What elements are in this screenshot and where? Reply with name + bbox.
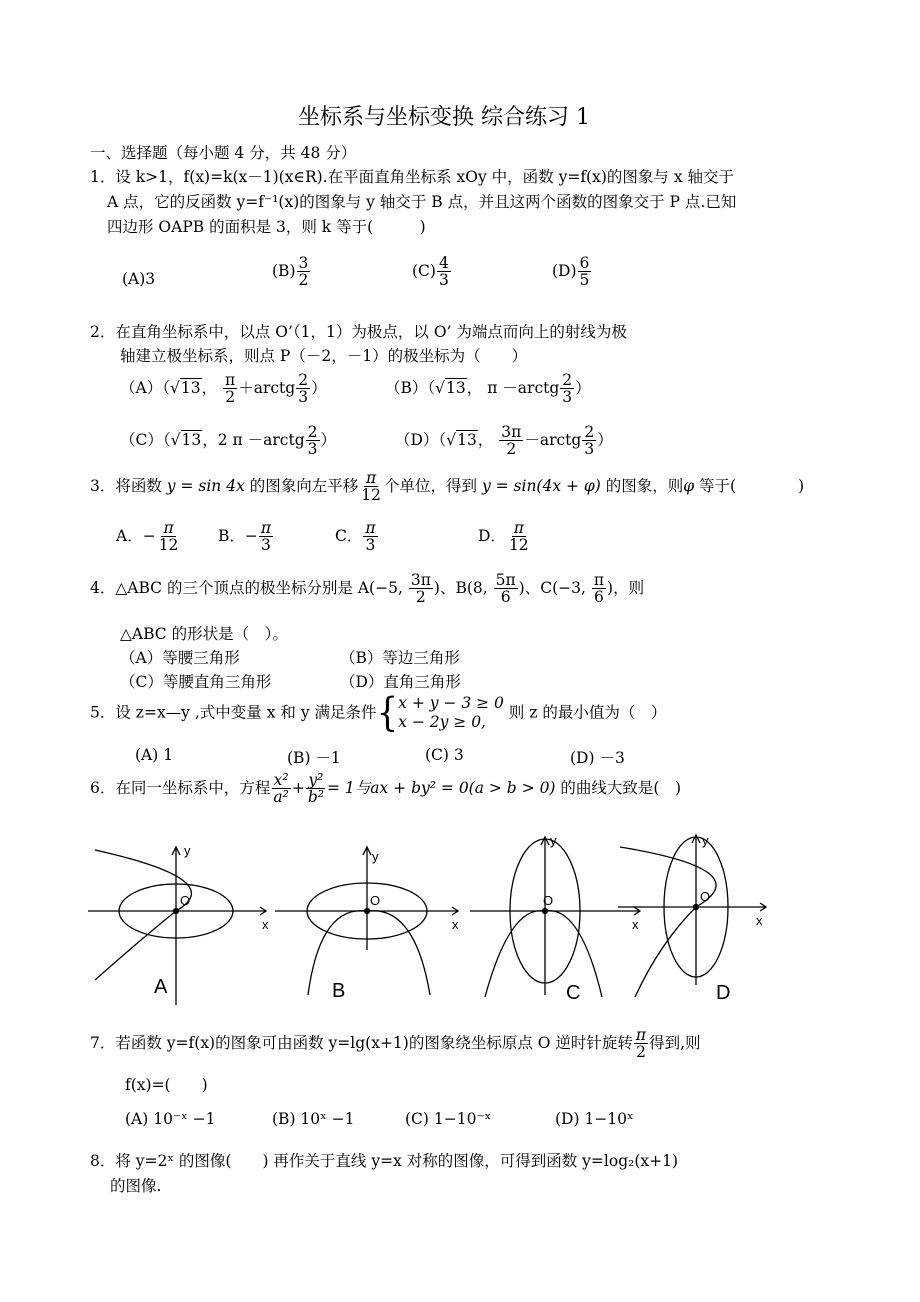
graph-b-parabola	[308, 911, 430, 995]
q2-option-d: （D）（√13， $\frac{3\pi}{2}$ －arctg $\frac{2}{3}$ ）	[395, 423, 613, 459]
q1-option-b: (B) $\frac{3}{2}$	[272, 254, 309, 290]
graph-b-o: O	[370, 893, 381, 908]
q4-option-d: （D）直角三角形	[340, 673, 461, 691]
q4-stem: 4．△ABC 的三个顶点的极坐标分别是 A(−5, $\frac{3\pi}{2}$ )、B(8, $\frac{5\pi}{6}$ )、C(−3, $\frac{\pi}{6}$ )，则	[90, 571, 645, 607]
q1-line1: 1．设 k>1，f(x)=k(x－1)(x∈R).在平面直角坐标系 xOy 中，函数 y=f(x)的图象与 x 轴交于	[90, 168, 734, 186]
q4-option-b: （B）等边三角形	[340, 649, 460, 667]
q2-line2: 轴建立极坐标系，则点 P（－2，－1）的极坐标为（ ）	[120, 347, 528, 365]
q7-option-d: (D) 1−10ˣ	[555, 1110, 634, 1128]
q7-line1: 7．若函数 y=f(x)的图象可由函数 y=lg(x+1)的图象绕坐标原点 O 逆时针旋转 $\frac{\pi}{2}$ 得到,则	[90, 1026, 701, 1062]
graph-d-x-label: x	[756, 913, 763, 928]
graph-c-parabola	[485, 911, 602, 997]
graph-a-origin-dot	[174, 909, 179, 914]
q4-option-a: （A）等腰三角形	[120, 649, 240, 667]
graph-a-x-label: x	[262, 917, 269, 932]
graph-b-label: B	[332, 980, 346, 1002]
q1-option-a: (A)3	[122, 270, 156, 288]
graph-d	[618, 833, 766, 1004]
graph-a-y-label: y	[184, 843, 191, 858]
q4-option-c: （C）等腰直角三角形	[120, 673, 272, 691]
q8-line2: 的图像.	[110, 1177, 162, 1195]
q7-option-c: (C) 1−10⁻ˣ	[405, 1110, 492, 1128]
graph-a-o: O	[180, 893, 191, 908]
q3-option-c: C． $\frac{\pi}{3}$	[335, 519, 376, 555]
q2-option-a: （A）（√13， $\frac{\pi}{2}$ ＋arctg $\frac{2}{3}$ ）	[120, 371, 327, 407]
q5-option-d: (D) －3	[570, 749, 625, 767]
graph-c-x-label: x	[632, 917, 639, 932]
graph-c-origin-dot	[543, 909, 548, 914]
graph-d-y-label: y	[702, 833, 709, 848]
q1-line3: 四边形 OAPB 的面积是 3，则 k 等于( )	[107, 218, 426, 236]
q3-option-b: B．− $\frac{\pi}{3}$	[218, 519, 272, 555]
section-heading: 一、选择题（每小题 4 分，共 48 分）	[90, 144, 357, 162]
graph-c-label: C	[566, 982, 581, 1004]
q6-stem: 6．在同一坐标系中，方程 $\frac{\text{x²}}{\text{a²}}$ + $\frac{\text{y²}}{\text{b²}}$ = 1与ax + by² = 0(a > b > 0) 的曲线大致是( )	[90, 771, 682, 807]
graph-b-x-label: x	[452, 917, 459, 932]
q5-option-b: (B) －1	[287, 749, 341, 767]
graph-d-label: D	[716, 982, 731, 1004]
q5-option-a: (A) 1	[135, 746, 174, 764]
q8-line1: 8．将 y=2ˣ 的图像( ) 再作关于直线 y=x 对称的图像，可得到函数 y=log₂(x+1)	[90, 1152, 679, 1170]
graph-c-y-label: y	[550, 833, 557, 848]
q1-option-c: (C) $\frac{4}{3}$	[412, 254, 449, 290]
q5-stem: 5．设 z=x—y ,式中变量 x 和 y 满足条件{ x + y − 3 ≥ 0 x − 2y ≥ 0, 则 z 的最小值为（ ）	[90, 690, 667, 737]
graph-b-origin-dot	[365, 909, 370, 914]
q5-option-c: (C) 3	[425, 746, 464, 764]
q2-line1: 2．在直角坐标系中，以点 O’（1，1）为极点，以 O’ 为端点而向上的射线为极	[90, 323, 627, 341]
q7-line2: f(x)=( )	[125, 1076, 208, 1094]
q7-option-b: (B) 10ˣ −1	[272, 1110, 355, 1128]
graph-a	[88, 843, 269, 1005]
q2-option-c: （C）（√13，2 π －arctg $\frac{2}{3}$ ）	[120, 423, 337, 459]
graph-a-parabola	[95, 850, 191, 980]
graph-d-origin-dot	[694, 905, 699, 910]
graph-b	[275, 847, 459, 1002]
graph-c-o: O	[543, 893, 554, 908]
q3-option-d: D． $\frac{\pi}{12}$	[478, 519, 529, 555]
graph-a-label: A	[154, 976, 168, 998]
q2-option-b: （B）（√13， π －arctg $\frac{2}{3}$ ）	[385, 371, 591, 407]
q1-option-d: (D) $\frac{6}{5}$	[552, 254, 590, 290]
q4-line2: △ABC 的形状是（ ）。	[120, 625, 288, 643]
graph-c	[470, 833, 640, 1004]
graph-b-y-label: y	[372, 849, 379, 864]
q7-option-a: (A) 10⁻ˣ −1	[125, 1110, 216, 1128]
graph-d-o: O	[700, 889, 711, 904]
q3-stem: 3．将函数 y = sin 4x 的图象向左平移 $\frac{\pi}{12}$ 个单位，得到 y = sin(4x + φ) 的图象，则φ 等于( )	[90, 469, 805, 505]
q1-line2: A 点，它的反函数 y=f⁻¹(x)的图象与 y 轴交于 B 点，并且这两个函数的图象交于 P 点.已知	[107, 193, 737, 211]
q6-graphs	[80, 825, 780, 1010]
page-title: 坐标系与坐标变换 综合练习 1	[298, 105, 590, 130]
q3-option-a: A．− $\frac{\pi}{12}$	[116, 519, 179, 555]
